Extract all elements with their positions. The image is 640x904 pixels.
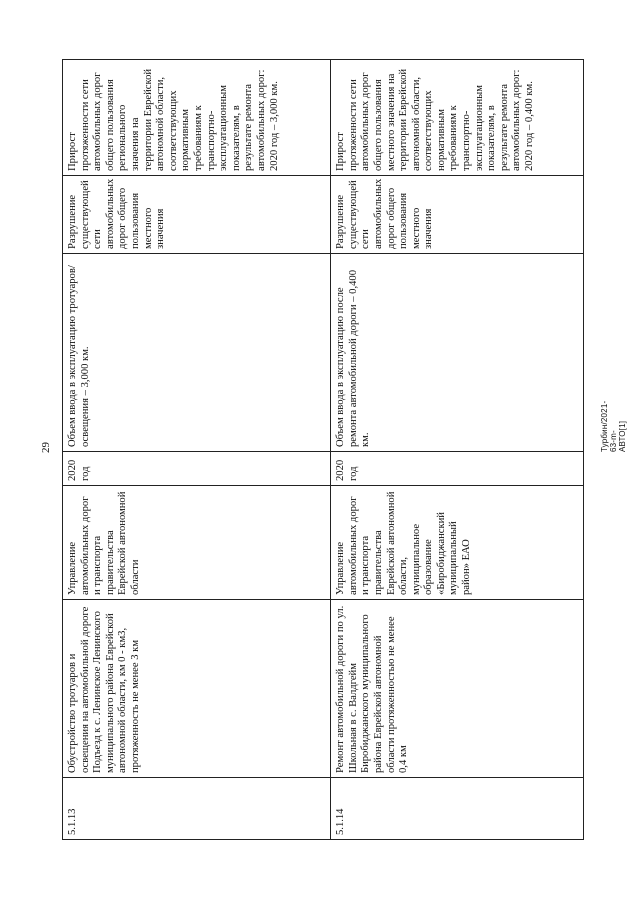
implementation-year: 2020 год xyxy=(331,452,584,486)
measure-description: Ремонт автомобильной дороги по ул. Школьная в с. Валдгейм Биробиджанского муниципального района Еврейской автономной области протяженностью не менее 0,4 км xyxy=(331,600,584,778)
responsible-executor: Управление автомобильных дорог и транспорта правительства Еврейской автономной области xyxy=(63,486,331,600)
rotated-table-container xyxy=(62,60,584,840)
table-row xyxy=(331,60,584,840)
measures-table xyxy=(62,59,584,840)
expected-result: Объем ввода в эксплуатацию тротуаров/освещения – 3,000 км. xyxy=(63,254,331,452)
expected-result: Объем ввода в эксплуатацию после ремонта автомобильной дороги – 0,400 км. xyxy=(331,254,584,452)
target-indicator: Прирост протяженности сети автомобильных дорог общего пользования местного значения на территории Еврейской автономной области, соответствующих нормативным требованиям к транспортно-эксплуатационным показателям, в результате ремонта автомобильных дорог: 2020 год – 0,400 км. xyxy=(331,60,584,176)
non-implementation-consequence: Разрушение существующей сети автомобильных дорог общего пользования местного значения xyxy=(331,176,584,254)
footer-document-code: Турбин/2021-63-m-АВТО[1] xyxy=(600,400,627,452)
page-number: 29 xyxy=(40,442,52,453)
responsible-executor: Управление автомобильных дорог и транспорта правительства Еврейской автономной области, муниципальное образование «Биробиджанский муниципальный район» ЕАО xyxy=(331,486,584,600)
row-number: 5.1.13 xyxy=(63,778,331,840)
target-indicator: Прирост протяженности сети автомобильных дорог общего пользования регионального значения на территории Еврейской автономной области, соответствующих нормативным требованиям к транспортно-эксплуатационным показателям, в результате ремонта автомобильных дорог: 2020 год – 3,000 км. xyxy=(63,60,331,176)
measure-description: Обустройство тротуаров и освещения на автомобильной дороге Подъезд к с. Ленинское Ленинского муниципального района Еврейской автономной области, км 0 - км3, протяженность не менее 3 км xyxy=(63,600,331,778)
non-implementation-consequence: Разрушение существующей сети автомобильных дорог общего пользования местного значения xyxy=(63,176,331,254)
row-number: 5.1.14 xyxy=(331,778,584,840)
implementation-year: 2020 год xyxy=(63,452,331,486)
table-row xyxy=(63,60,331,840)
